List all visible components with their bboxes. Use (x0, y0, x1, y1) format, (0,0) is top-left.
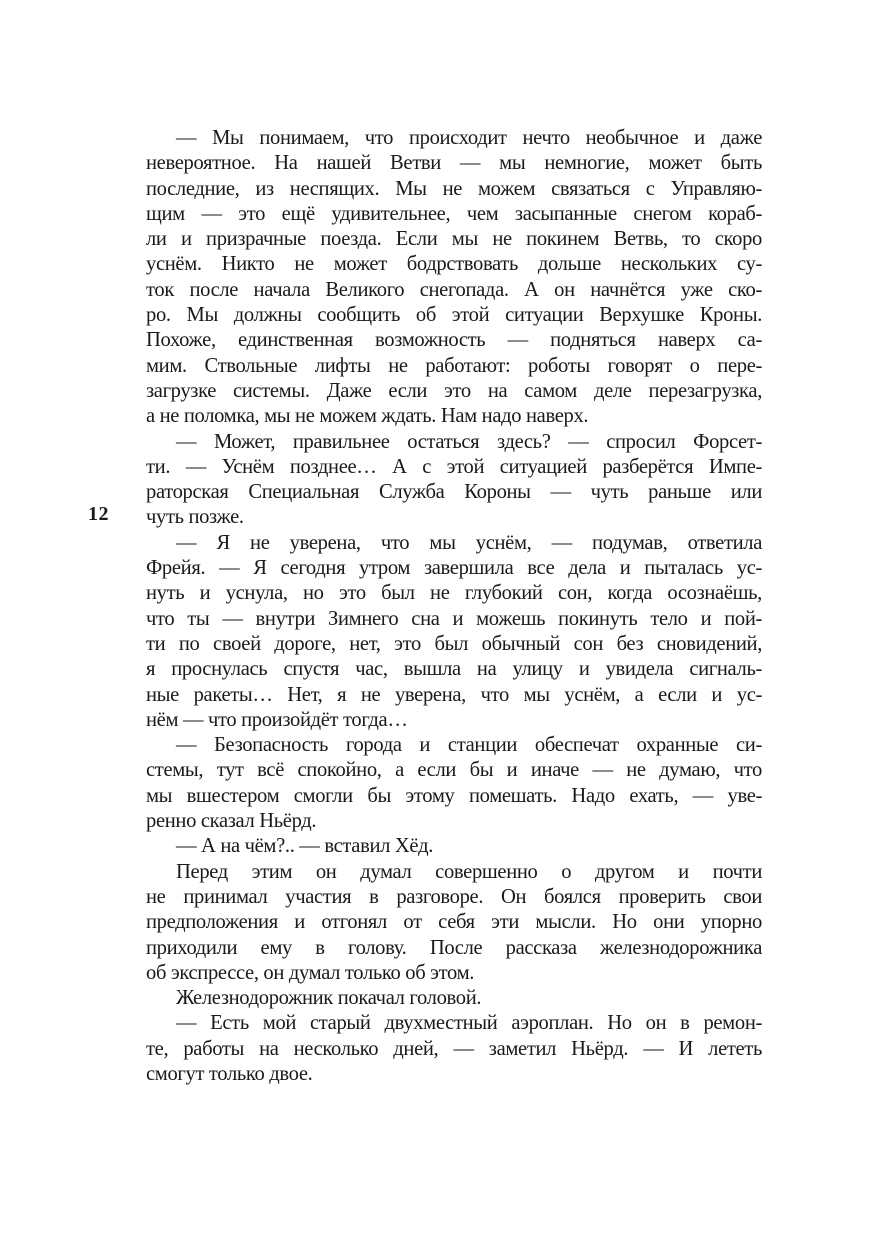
text-line: не принимал участия в разговоре. Он боялся проверить свои (146, 885, 762, 908)
text-line: ток после начала Великого снегопада. А он начнётся уже ско- (146, 278, 762, 301)
text-line: последние, из неспящих. Мы не можем связаться с Управляю- (146, 177, 762, 200)
body-text (146, 126, 762, 1087)
text-line: а не поломка, мы не можем ждать. Нам надо наверх. (146, 405, 589, 428)
text-line: уснём. Никто не может бодрствовать дольше нескольких су- (146, 253, 762, 276)
text-line: ти по своей дороге, нет, это был обычный сон без сновидений, (146, 632, 762, 655)
text-line: что ты — внутри Зимнего сна и можешь покинуть тело и пой- (146, 607, 762, 630)
text-line: раторская Специальная Служба Короны — чуть раньше или (146, 481, 762, 504)
text-line: смогут только двое. (146, 1062, 313, 1085)
text-line: мы вшестером смогли бы этому помешать. Надо ехать, — уве- (146, 784, 762, 807)
text-line: щим — это ещё удивительнее, чем засыпанные снегом кораб- (146, 202, 762, 225)
text-line: загрузке системы. Даже если это на самом деле перезагрузка, (146, 379, 762, 402)
text-line: нуть и уснула, но это был не глубокий сон, когда осознаёшь, (146, 582, 762, 605)
text-line: — Я не уверена, что мы уснём, — подумав, ответила (176, 531, 762, 554)
text-line: Похоже, единственная возможность — подняться наверх са- (146, 329, 762, 352)
page-number: 12 (88, 503, 109, 525)
text-line: — Безопасность города и станции обеспечат охранные си- (176, 734, 762, 757)
text-line: я проснулась спустя час, вышла на улицу и увидела сигналь- (146, 658, 762, 681)
text-line: Железнодорожник покачал головой. (176, 987, 482, 1010)
text-line: нём — что произойдёт тогда… (146, 708, 408, 731)
text-line: приходили ему в голову. После рассказа железнодорожника (146, 936, 762, 959)
text-line: ные ракеты… Нет, я не уверена, что мы уснём, а если и ус- (146, 683, 762, 706)
text-line: мим. Ствольные лифты не работают: роботы говорят о пере- (146, 354, 762, 377)
text-line: — Есть мой старый двухместный аэроплан. Но он в ремон- (176, 1012, 762, 1035)
text-line: ли и призрачные поезда. Если мы не покинем Ветвь, то скоро (146, 228, 762, 251)
text-line: ренно сказал Ньёрд. (146, 810, 317, 833)
text-line: — Может, правильнее остаться здесь? — спросил Форсет- (176, 430, 762, 453)
text-line: Фрейя. — Я сегодня утром завершила все дела и пыталась ус- (146, 557, 762, 580)
text-line: невероятное. На нашей Ветви — мы немногие, может быть (146, 152, 762, 175)
text-line: те, работы на несколько дней, — заметил Ньёрд. — И лететь (146, 1037, 762, 1060)
text-line: предположения и отгонял от себя эти мысли. Но они упорно (146, 911, 762, 934)
text-line: об экспрессе, он думал только об этом. (146, 961, 475, 984)
text-line: стемы, тут всё спокойно, а если бы и иначе — не думаю, что (146, 759, 762, 782)
text-line: чуть позже. (146, 506, 244, 529)
text-line: Перед этим он думал совершенно о другом и почти (176, 860, 762, 883)
text-line: — А на чём?.. — вставил Хёд. (176, 835, 434, 858)
text-line: ро. Мы должны сообщить об этой ситуации Верхушке Кроны. (146, 304, 762, 327)
text-line: — Мы понимаем, что происходит нечто необычное и даже (176, 127, 762, 149)
text-line: ти. — Уснём позднее… А с этой ситуацией разберётся Импе- (146, 455, 762, 478)
